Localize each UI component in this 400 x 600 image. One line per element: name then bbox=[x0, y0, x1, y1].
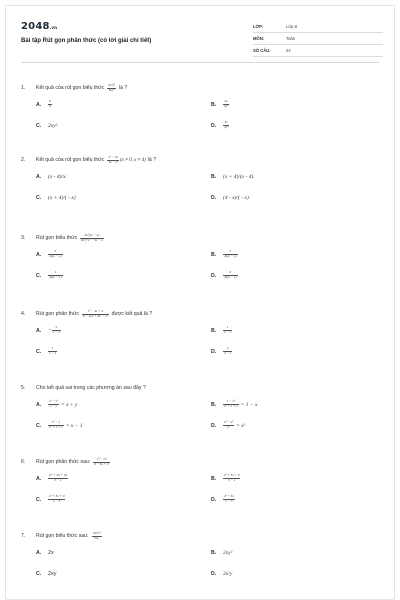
question-stem bbox=[21, 308, 381, 320]
fraction-denominator: y² bbox=[227, 425, 230, 429]
fraction-numerator: x³ − x² bbox=[224, 420, 234, 425]
option-value bbox=[223, 174, 255, 180]
meta-row-class bbox=[253, 21, 383, 33]
question-4 bbox=[21, 308, 381, 362]
option-d[interactable] bbox=[211, 187, 386, 208]
option-letter: A. bbox=[36, 327, 42, 334]
option-text: (x + 4)/( - x) bbox=[48, 194, 76, 201]
option-d[interactable] bbox=[211, 489, 386, 510]
option-d[interactable] bbox=[211, 115, 386, 136]
meta-value: 24 bbox=[286, 48, 291, 53]
question-number: 5. bbox=[21, 385, 26, 391]
option-letter: D. bbox=[211, 122, 217, 129]
question-formula bbox=[81, 310, 110, 318]
document-title: Bài tập Rút gọn phân thức (có lời giải chi tiết) bbox=[21, 38, 152, 44]
option-value bbox=[48, 174, 67, 180]
fraction-denominator: 4x − x² bbox=[108, 159, 118, 164]
question-stem bbox=[21, 82, 381, 94]
fraction bbox=[80, 234, 104, 242]
fraction-denominator: x − 2 bbox=[49, 351, 57, 355]
option-result: = x − 1 bbox=[65, 422, 83, 429]
fraction bbox=[107, 156, 119, 164]
option-value bbox=[48, 347, 57, 355]
question-text: Kết quả của rút gọn biểu thức bbox=[36, 157, 105, 163]
option-letter: D. bbox=[211, 570, 217, 577]
fraction-numerator: 6x²y² bbox=[108, 82, 115, 87]
fraction bbox=[223, 326, 232, 334]
fraction-numerator: x² + 3x + 9 bbox=[49, 494, 65, 499]
answer-options bbox=[36, 244, 381, 286]
option-value bbox=[223, 347, 232, 355]
option-letter: D. bbox=[211, 194, 217, 201]
meta-value: Toán bbox=[286, 36, 296, 41]
fraction-denominator: x − 3 bbox=[225, 499, 233, 503]
site-logo[interactable]: 2048.vn bbox=[21, 21, 58, 32]
question-2 bbox=[21, 154, 381, 208]
question-7 bbox=[21, 530, 381, 584]
meta-row-subject bbox=[253, 33, 383, 45]
option-b[interactable] bbox=[211, 542, 386, 563]
fraction bbox=[223, 400, 239, 408]
option-b[interactable] bbox=[211, 244, 386, 265]
option-b[interactable] bbox=[211, 166, 386, 187]
option-text: (4 - x)/( - x). bbox=[223, 194, 251, 201]
option-letter: B. bbox=[211, 401, 217, 408]
option-value bbox=[48, 250, 63, 258]
fraction-numerator: 1 bbox=[223, 326, 232, 331]
option-c[interactable] bbox=[36, 265, 211, 286]
fraction-numerator: 2 bbox=[52, 326, 61, 331]
fraction bbox=[52, 326, 61, 334]
option-letter: B. bbox=[211, 549, 217, 556]
question-5 bbox=[21, 382, 381, 436]
option-b[interactable] bbox=[211, 320, 386, 341]
option-text: (x + 4)/(x - 4). bbox=[223, 173, 255, 180]
option-value bbox=[48, 195, 76, 201]
fraction-denominator: 3 − x bbox=[54, 478, 62, 482]
formula-condition: (x ≠ 0, x ≠ 4) bbox=[120, 158, 146, 164]
answer-options bbox=[36, 468, 381, 510]
option-a[interactable] bbox=[36, 94, 211, 115]
fraction-numerator: 2 bbox=[223, 347, 232, 352]
fraction bbox=[48, 271, 63, 279]
question-number: 6. bbox=[21, 459, 26, 465]
fraction-numerator: x² − y² bbox=[49, 399, 59, 404]
option-c[interactable] bbox=[36, 489, 211, 510]
fraction bbox=[93, 458, 110, 466]
option-a[interactable] bbox=[36, 394, 211, 415]
option-sign: − bbox=[48, 327, 52, 334]
fraction-numerator: x³ − 27 bbox=[93, 458, 110, 463]
meta-value: Lớp 8 bbox=[286, 24, 297, 29]
fraction bbox=[223, 347, 232, 355]
question-number: 4. bbox=[21, 311, 26, 317]
question-formula bbox=[92, 458, 111, 466]
option-letter: A. bbox=[36, 475, 42, 482]
fraction bbox=[223, 495, 235, 503]
option-value bbox=[223, 100, 229, 108]
question-stem bbox=[21, 382, 381, 394]
option-letter: D. bbox=[211, 422, 217, 429]
option-letter: B. bbox=[211, 251, 217, 258]
question-stem bbox=[21, 530, 381, 542]
fraction-numerator: 6 bbox=[49, 99, 51, 104]
option-result: = x + y bbox=[61, 401, 78, 408]
question-text: Rút gọn phân thức bbox=[36, 311, 79, 317]
fraction bbox=[223, 250, 238, 258]
fraction bbox=[48, 421, 64, 429]
question-tail: được kết quả là ? bbox=[111, 311, 153, 317]
option-d[interactable] bbox=[211, 341, 386, 362]
fraction-denominator: 2 − x bbox=[224, 330, 232, 334]
meta-row-count bbox=[253, 45, 383, 57]
meta-key: LỚP: bbox=[253, 24, 264, 29]
option-letter: A. bbox=[36, 101, 42, 108]
option-value bbox=[223, 495, 235, 503]
fraction-numerator: 4x bbox=[224, 99, 228, 104]
option-letter: B. bbox=[211, 475, 217, 482]
fraction-denominator: 4x(x − 1) bbox=[49, 254, 62, 258]
option-value bbox=[48, 123, 57, 129]
question-stem bbox=[21, 456, 381, 468]
option-value bbox=[223, 250, 238, 258]
option-value bbox=[223, 195, 250, 201]
option-value bbox=[48, 326, 61, 334]
fraction-numerator: x² − 16 bbox=[108, 154, 118, 159]
fraction bbox=[48, 250, 63, 258]
option-value bbox=[48, 495, 65, 503]
fraction bbox=[48, 347, 57, 355]
option-value bbox=[223, 271, 238, 279]
option-d[interactable] bbox=[211, 265, 386, 286]
option-letter: C. bbox=[36, 194, 42, 201]
option-text: 2x²y bbox=[223, 570, 233, 577]
fraction bbox=[48, 474, 68, 482]
fraction-denominator: 8 − 12x + 6x² − x³ bbox=[82, 313, 108, 318]
option-letter: A. bbox=[36, 401, 42, 408]
fraction bbox=[48, 100, 52, 108]
question-number: 1. bbox=[21, 85, 26, 91]
question-text: Cho kết quả sai trong các phương án sau đây ? bbox=[36, 385, 146, 391]
question-1 bbox=[21, 82, 381, 136]
option-letter: B. bbox=[211, 101, 217, 108]
option-value bbox=[48, 400, 77, 408]
option-a[interactable] bbox=[36, 244, 211, 265]
option-letter: B. bbox=[211, 173, 217, 180]
option-value bbox=[48, 421, 82, 429]
option-c[interactable] bbox=[36, 115, 211, 136]
worksheet-page bbox=[5, 5, 395, 600]
fraction-numerator: 3 bbox=[223, 250, 238, 255]
option-letter: D. bbox=[211, 348, 217, 355]
fraction-denominator: 3y³ bbox=[224, 104, 229, 108]
fraction bbox=[223, 100, 229, 108]
fraction bbox=[223, 474, 240, 482]
option-a[interactable] bbox=[36, 320, 211, 341]
meta-key: MÔN: bbox=[253, 36, 265, 41]
meta-key: SỐ CÂU: bbox=[253, 48, 271, 53]
question-formula bbox=[91, 532, 103, 540]
fraction bbox=[223, 271, 238, 279]
question-3 bbox=[21, 232, 381, 286]
fraction-numerator: 10x³y² bbox=[92, 530, 101, 535]
option-letter: A. bbox=[36, 251, 42, 258]
fraction-denominator: x − 2 bbox=[52, 330, 60, 334]
option-letter: D. bbox=[211, 496, 217, 503]
option-c[interactable] bbox=[36, 415, 211, 436]
question-text: Rút gọn phân thức sau: bbox=[36, 459, 91, 465]
fraction-denominator: x − y bbox=[50, 404, 58, 408]
header-left bbox=[21, 21, 251, 44]
fraction-denominator: 2 − x bbox=[224, 351, 232, 355]
question-text: Kết quả của rút gọn biểu thức bbox=[36, 85, 105, 91]
answer-options bbox=[36, 394, 381, 436]
fraction bbox=[48, 400, 59, 408]
question-formula bbox=[106, 84, 117, 92]
option-value bbox=[48, 571, 57, 577]
option-d[interactable] bbox=[211, 563, 386, 584]
option-text: (x - 4)/x. bbox=[48, 173, 67, 180]
option-value bbox=[223, 421, 245, 429]
fraction-denominator: 4x(x − 1) bbox=[49, 275, 62, 279]
question-formula bbox=[79, 234, 105, 242]
option-value bbox=[223, 474, 240, 482]
fraction bbox=[223, 121, 229, 129]
fraction-numerator: (x² + 3x + 9) bbox=[49, 473, 67, 478]
answer-options bbox=[36, 542, 381, 584]
option-value bbox=[223, 326, 232, 334]
fraction-denominator: 4x(x − 1) bbox=[224, 275, 237, 279]
fraction-numerator: x² − 4x + 4 bbox=[82, 310, 109, 315]
fraction-numerator: 3 bbox=[48, 250, 63, 255]
fraction bbox=[92, 532, 102, 540]
meta-panel bbox=[253, 21, 383, 57]
fraction-denominator: 4y³ bbox=[224, 125, 229, 129]
option-c[interactable] bbox=[36, 341, 211, 362]
option-value bbox=[223, 550, 232, 556]
option-letter: C. bbox=[36, 422, 42, 429]
option-letter: C. bbox=[36, 496, 42, 503]
fraction-denominator: 4x(x − 1) bbox=[224, 254, 237, 258]
option-value bbox=[223, 121, 229, 129]
option-value bbox=[48, 100, 52, 108]
question-text: Rút gọn biểu thức sau: bbox=[36, 533, 89, 539]
question-number: 7. bbox=[21, 533, 26, 539]
fraction bbox=[107, 84, 116, 92]
fraction bbox=[223, 421, 234, 429]
fraction-denominator: 8xy⁵ bbox=[108, 87, 115, 92]
fraction bbox=[48, 495, 65, 503]
fraction-numerator: 6 bbox=[223, 271, 238, 276]
option-letter: C. bbox=[36, 272, 42, 279]
fraction-denominator: x − 3 bbox=[53, 499, 61, 503]
fraction-denominator: 8 bbox=[49, 104, 51, 108]
fraction-numerator: 3x bbox=[224, 120, 228, 125]
question-number: 3. bbox=[21, 235, 26, 241]
answer-options bbox=[36, 94, 381, 136]
question-text: Rút gọn biểu thức bbox=[36, 235, 78, 241]
question-6 bbox=[21, 456, 381, 510]
fraction-denominator: 9 − 6x + x² bbox=[94, 461, 110, 466]
fraction-denominator: x² + x + 1 bbox=[49, 425, 63, 429]
option-text: 2xy bbox=[48, 570, 57, 577]
option-value bbox=[48, 271, 63, 279]
option-letter: A. bbox=[36, 173, 42, 180]
fraction-denominator: 8x²y²x² − 3x − 2 bbox=[81, 237, 103, 242]
option-value bbox=[48, 550, 54, 556]
option-value bbox=[223, 400, 257, 408]
option-text: 2xy² bbox=[223, 549, 233, 556]
fraction-numerator: 1 − x³ bbox=[223, 400, 239, 405]
option-c[interactable] bbox=[36, 563, 211, 584]
fraction-denominator: x² + x + 1 bbox=[224, 404, 238, 408]
question-tail: là ? bbox=[147, 157, 157, 163]
option-letter: D. bbox=[211, 272, 217, 279]
answer-options bbox=[36, 166, 381, 208]
question-number: 2. bbox=[21, 157, 26, 163]
question-stem bbox=[21, 154, 381, 166]
option-text: 2x bbox=[48, 549, 54, 556]
option-text: 2xy² bbox=[48, 122, 58, 129]
fraction-numerator: 1 bbox=[48, 271, 63, 276]
option-letter: A. bbox=[36, 549, 42, 556]
option-letter: B. bbox=[211, 327, 217, 334]
option-value bbox=[48, 474, 68, 482]
option-b[interactable] bbox=[211, 468, 386, 489]
option-a[interactable] bbox=[36, 542, 211, 563]
option-value bbox=[223, 571, 232, 577]
fraction-numerator: 1 bbox=[48, 347, 57, 352]
option-b[interactable] bbox=[211, 394, 386, 415]
fraction-denominator: 3 − x bbox=[228, 478, 236, 482]
question-stem bbox=[21, 232, 381, 244]
option-b[interactable] bbox=[211, 94, 386, 115]
option-result: = 1 − x bbox=[240, 401, 258, 408]
fraction-numerator: x² + 3x + 9 bbox=[224, 473, 240, 478]
option-letter: C. bbox=[36, 122, 42, 129]
option-d[interactable] bbox=[211, 415, 386, 436]
fraction-numerator: x³ − 1 bbox=[48, 421, 64, 426]
option-letter: C. bbox=[36, 570, 42, 577]
option-a[interactable] bbox=[36, 166, 211, 187]
option-a[interactable] bbox=[36, 468, 211, 489]
answer-options bbox=[36, 320, 381, 362]
fraction bbox=[82, 310, 109, 318]
option-c[interactable] bbox=[36, 187, 211, 208]
question-formula bbox=[106, 156, 145, 164]
header-divider bbox=[21, 62, 379, 63]
fraction-denominator: 5xy bbox=[94, 535, 99, 540]
fraction-numerator: 6x²y(x − 2) bbox=[80, 234, 104, 239]
option-result: = x² bbox=[236, 422, 246, 429]
option-letter: C. bbox=[36, 348, 42, 355]
fraction-numerator: x² + 3x bbox=[224, 494, 234, 499]
question-tail: là ? bbox=[118, 85, 128, 91]
